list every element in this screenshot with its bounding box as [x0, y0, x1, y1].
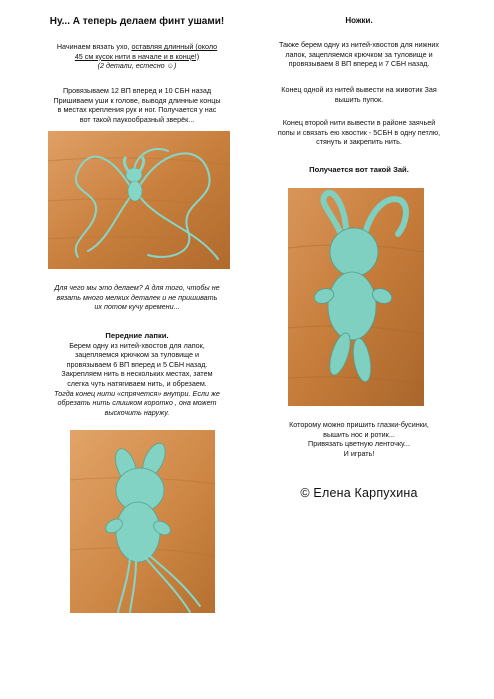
photo-finished-bunny-svg: [288, 188, 424, 406]
photo-bunny-front-paws: [70, 430, 215, 613]
front-line: зацепляемся крючком за туловище и: [74, 350, 200, 360]
legs-text: [250, 40, 468, 69]
front-paws-section: [22, 331, 252, 417]
intro-line3: (2 детали, естесно ☺): [97, 61, 177, 71]
front-line: Берем одну из нитей-хвостов для лапок,: [69, 340, 205, 350]
question-line: вязать много мелких деталек и не пришивать: [56, 292, 218, 302]
tail-line: попы и связать ею хвостик - 5СБН в одну петлю,: [277, 127, 441, 137]
legs-title: Ножки.: [345, 16, 373, 25]
front-line: Закрепляем нить в нескольких местах, затем: [61, 369, 213, 379]
step-line: в местах крепления рук и ног. Получается у нас: [57, 105, 217, 115]
finish-line: Привязать цветную ленточку...: [308, 439, 410, 449]
intro-line1-u: оставляя длинный (около: [131, 42, 218, 51]
legs-line: Также берем одну из нитей-хвостов для нижних: [278, 40, 440, 49]
intro-line1-a: Начинаем вязать ухо,: [56, 42, 132, 51]
photo-finished-bunny: [288, 188, 424, 406]
front-paws-title: Передние лапки.: [105, 331, 169, 340]
step-line: Провязываем 12 ВП вперед и 10 СБН назад: [62, 86, 212, 95]
copyright: © Елена Карпухина: [300, 486, 418, 500]
result-caption: Получается вот такой Зай.: [309, 165, 409, 174]
question-line: Для чего мы это делаем? А для того, чтобы не: [54, 283, 220, 292]
finish-line: вышить нос и ротик...: [323, 429, 395, 439]
intro-line2: 45 см кусок нити в начале и в конце!): [74, 51, 200, 61]
front-line: провязываем 6 ВП вперед и 5 СБН назад.: [66, 359, 208, 369]
tail-line: стянуть и закрепить нить.: [316, 137, 402, 147]
question-line: их потом кучу времени...: [94, 302, 180, 312]
photo-front-paws-svg: [70, 430, 215, 613]
steps-text: [22, 86, 252, 124]
front-note-line: обрезать нить слишком коротко , она может: [57, 398, 217, 408]
page-title: Ну... А теперь делаем финт ушами!: [49, 16, 225, 27]
legs-line: провязываем 8 ВП вперед и 7 СБН назад.: [288, 59, 430, 69]
front-line: слегка чуть натягиваем нить, и обрезаем.: [67, 378, 207, 388]
tail-line: Конец второй нити вывести в районе заячьей: [282, 118, 436, 127]
tail-text-2: [250, 118, 468, 147]
finish-line: И играть!: [343, 448, 375, 458]
tail-line: Конец одной из нитей вывести на животик Зая: [281, 85, 437, 94]
finish-text: [250, 420, 468, 458]
photo-bunny-threads-svg: [48, 131, 230, 269]
front-note-line: Тогда конец нити «спрячется» внутри. Если же: [54, 388, 220, 398]
tail-line: вышить пупок.: [334, 94, 384, 104]
front-note-line: выскочить наружу.: [104, 407, 170, 417]
step-line: Пришиваем уши к голове, выводя длинные концы: [53, 95, 221, 105]
finish-line: Которому можно пришить глазки-бусинки,: [289, 420, 429, 429]
step-line: вот такой паукообразный зверёк...: [79, 114, 195, 124]
tail-text-1: [250, 85, 468, 104]
legs-line: лапок, зацепляемся крючком за туловище и: [285, 49, 433, 59]
photo-bunny-with-long-threads: [48, 131, 230, 269]
question-text: [22, 283, 252, 312]
intro-text: [22, 42, 252, 71]
